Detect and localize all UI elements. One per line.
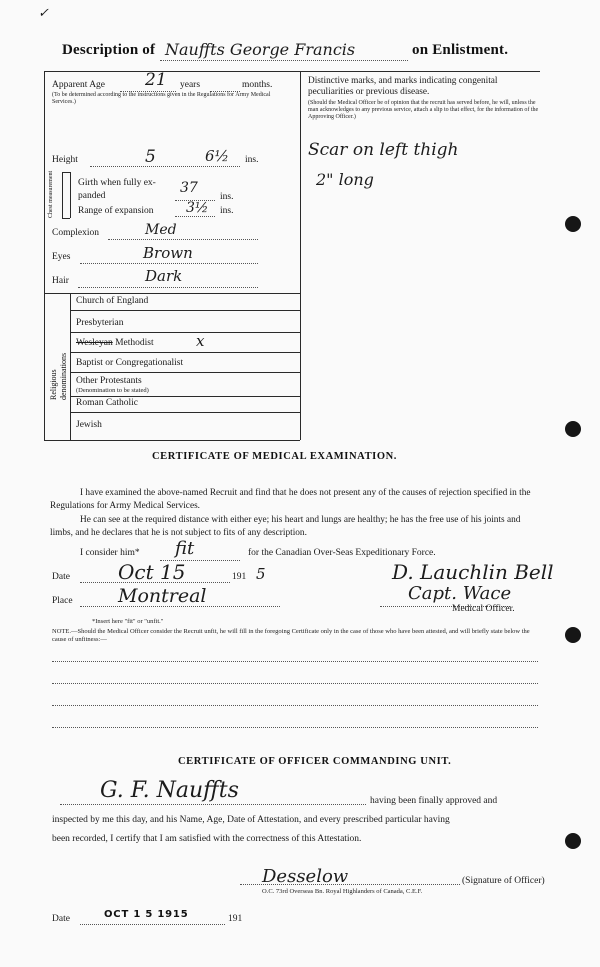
medical-paragraph-2: He can see at the required distance with either eye; his heart and lungs are healthy; he has the free use of his joints and limbs, and he declares that he is not subject to fits of any description. bbox=[50, 515, 521, 538]
distinctive-marks-line1: Scar on left thigh bbox=[308, 140, 459, 160]
height-inches-value: 6½ bbox=[205, 147, 230, 165]
presbyterian-label: Presbyterian bbox=[76, 318, 124, 328]
wesleyan-methodist-label bbox=[76, 338, 154, 348]
eyes-value: Brown bbox=[143, 244, 193, 262]
months-label: months. bbox=[242, 80, 273, 90]
medical-year-value: 5 bbox=[256, 565, 266, 583]
date-label: Date bbox=[52, 572, 70, 582]
apparent-age-note: (To be determined according to the instructions given in the Regulations for Army Medical Services.) bbox=[52, 92, 271, 105]
girth-value: 37 bbox=[180, 180, 198, 196]
other-protestants-note: (Denomination to be stated) bbox=[76, 387, 149, 394]
consider-him-label: I consider him* bbox=[80, 548, 140, 558]
hair-value: Dark bbox=[145, 267, 183, 285]
punch-hole bbox=[565, 627, 581, 643]
distinctive-marks-note: (Should the Medical Officer be of opinion that the recruit has served before, he will, unless the man acknowledges to any previous service, attach a slip to that effect, for the information of the Approving Officer.) bbox=[308, 100, 539, 120]
medical-officer-label: Medical Officer. bbox=[452, 604, 515, 614]
complexion-value: Med bbox=[145, 222, 177, 238]
recruit-signature: G. F. Nauffts bbox=[100, 778, 239, 803]
eyes-label: Eyes bbox=[52, 252, 71, 262]
church-of-england-label: Church of England bbox=[76, 296, 149, 306]
year-prefix: 191 bbox=[232, 572, 247, 582]
punch-hole bbox=[565, 421, 581, 437]
height-feet-value: 5 bbox=[145, 147, 156, 167]
officer-text-line2: inspected by me this day, and his Name, Age, Date of Attestation, and every prescribed particular having bbox=[52, 815, 450, 825]
religious-denominations-label-2: denominations bbox=[59, 352, 68, 400]
medical-certificate-title: CERTIFICATE OF MEDICAL EXAMINATION. bbox=[152, 451, 398, 462]
wesleyan-struck: Wesleyan bbox=[76, 338, 113, 348]
chest-measurement-label: Chest measurement bbox=[48, 170, 54, 218]
place-value: Montreal bbox=[118, 585, 207, 607]
medical-footnote: NOTE.—Should the Medical Officer consider the Recruit unfit, he will fill in the foregoing Certificate only in the case of those who have been attested, and will briefly state below the cause of unfitness:— bbox=[52, 628, 530, 643]
medical-officer-signature-1: D. Lauchlin Bell bbox=[392, 560, 554, 584]
range-ins-label: ins. bbox=[220, 206, 234, 216]
hair-label: Hair bbox=[52, 276, 69, 286]
signature-of-officer-label: (Signature of Officer) bbox=[462, 876, 545, 886]
punch-hole bbox=[565, 216, 581, 232]
title-prefix: Description of bbox=[62, 42, 156, 58]
apparent-age-label: Apparent Age bbox=[52, 80, 106, 90]
officer-date-label: Date bbox=[52, 914, 70, 924]
baptist-label: Baptist or Congregationalist bbox=[76, 358, 184, 368]
unit-stamp-text: O.C. 73rd Overseas Bn. Royal Highlanders of Canada, C.E.F. bbox=[262, 888, 423, 895]
fitness-verdict-value: fit bbox=[175, 538, 195, 559]
apparent-age-years-value: 21 bbox=[145, 70, 167, 90]
height-ins-label: ins. bbox=[245, 155, 259, 165]
girth-ins-label: ins. bbox=[220, 192, 234, 202]
punch-hole bbox=[565, 833, 581, 849]
medical-date-value: Oct 15 bbox=[118, 560, 186, 584]
years-label: years bbox=[180, 80, 201, 90]
girth-label-line2: panded bbox=[78, 191, 106, 201]
range-of-expansion-label: Range of expansion bbox=[78, 206, 154, 216]
religion-mark: x bbox=[196, 332, 205, 350]
medical-paragraph-1: I have examined the above-named Recruit and find that he does not present any of the causes of rejection specified in the Regulations for Army Medical Services. bbox=[50, 488, 531, 511]
insert-note: *Insert here "fit" or "unfit." bbox=[92, 618, 164, 625]
officer-date-stamp: OCT 1 5 1915 bbox=[104, 909, 189, 920]
commanding-officer-signature: Desselow bbox=[262, 866, 349, 887]
medical-officer-signature-2: Capt. Wace bbox=[408, 583, 512, 604]
place-label: Place bbox=[52, 596, 73, 606]
distinctive-marks-label: Distinctive marks, and marks indicating congenital peculiarities or previous disease. bbox=[308, 76, 498, 97]
religious-denominations-label-1: Religious bbox=[49, 369, 58, 400]
distinctive-marks-line2: 2" long bbox=[316, 170, 374, 189]
corner-mark: ✓ bbox=[38, 6, 49, 21]
methodist-label: Methodist bbox=[115, 338, 154, 348]
girth-label-line1: Girth when fully ex- bbox=[78, 178, 156, 188]
other-protestants-label: Other Protestants bbox=[76, 376, 142, 386]
recruit-name-handwritten: Nauffts George Francis bbox=[165, 40, 356, 59]
officer-certificate-title: CERTIFICATE OF OFFICER COMMANDING UNIT. bbox=[178, 756, 452, 767]
jewish-label: Jewish bbox=[76, 420, 102, 430]
title-suffix: on Enlistment. bbox=[412, 42, 509, 58]
complexion-label: Complexion bbox=[52, 228, 99, 238]
expeditionary-force-text: for the Canadian Over-Seas Expeditionary Force. bbox=[248, 548, 436, 558]
officer-year-prefix: 191 bbox=[228, 914, 243, 924]
officer-text-line3: been recorded, I certify that I am satisfied with the correctness of this Attestation. bbox=[52, 834, 362, 844]
officer-text-line1: having been finally approved and bbox=[370, 796, 498, 806]
height-label: Height bbox=[52, 155, 78, 165]
roman-catholic-label: Roman Catholic bbox=[76, 398, 139, 408]
range-value: 3½ bbox=[186, 200, 209, 216]
